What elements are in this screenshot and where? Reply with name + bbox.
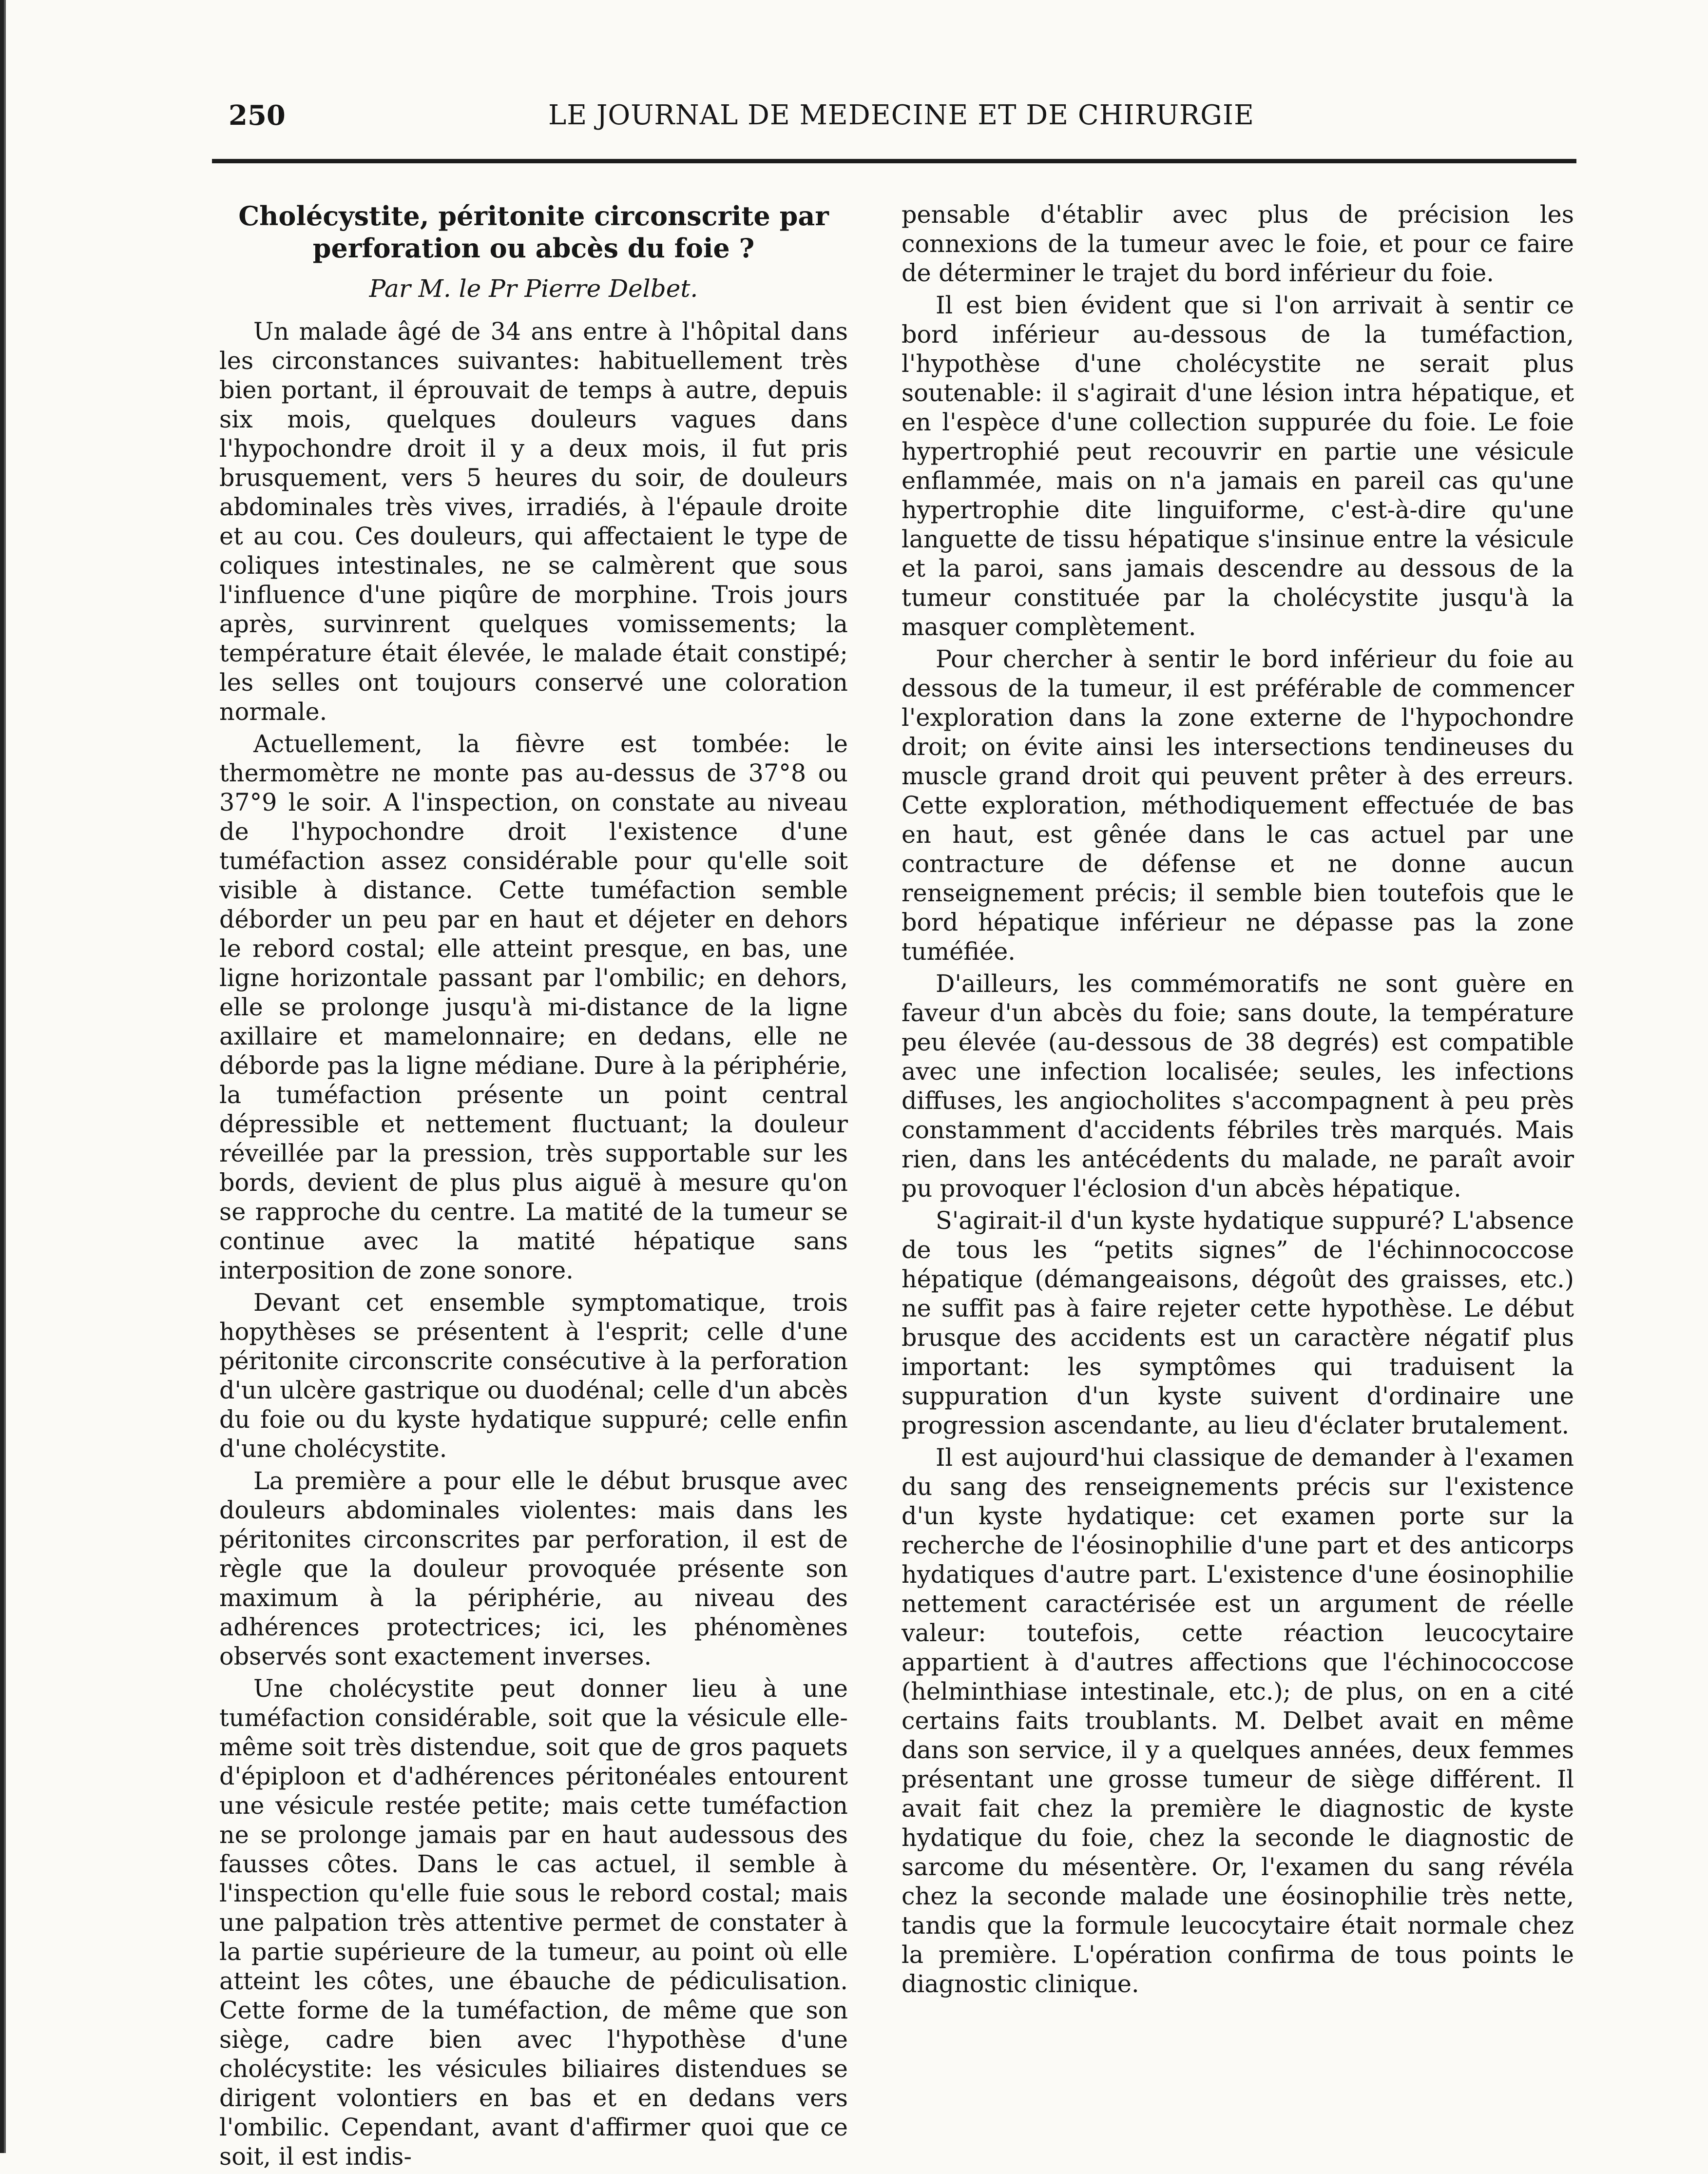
paragraph: Il est aujourd'hui classique de demander à l'examen du sang des renseignements précis sur l'existence d'un kyste hydatique: cet examen porte sur la recherche de l'éosinophilie d'une part et des anticorps hydatiques d'autre part. L'existence d'une éosinophilie nettement caractérisée est un argument de réelle valeur: toutefois, cette réaction leucocytaire appartient à d'autres affections que l'échinococcose (helminthiase intestinale, etc.); de plus, on en a cité certains faits troublants. M. Delbet avait en même dans son service, il y a quelques années, deux femmes présentant une grosse tumeur de siège différent. Il avait fait chez la première le diagnostic de kyste hydatique du foie, chez la seconde le diagnostic de sarcome du mésentère. Or, l'examen du sang révéla chez la seconde malade une éosinophilie très nette, tandis que la formule leucocytaire était normale chez la première. L'opération confirma de tous points le diagnostic clinique.: [902, 1443, 1574, 1998]
page-header: [212, 93, 1576, 141]
paragraph: D'ailleurs, les commémoratifs ne sont guère en faveur d'un abcès du foie; sans doute, la température peu élevée (au-dessous de 38 degrés) est compatible avec une infection localisée; seules, les infections diffuses, les angiocholites s'accompagnent à peu près constamment d'accidents fébriles très marqués. Mais rien, dans les antécédents du malade, ne paraît avoir pu provoquer l'éclosion d'un abcès hépatique.: [902, 970, 1574, 1203]
paragraph: Il est bien évident que si l'on arrivait à sentir ce bord inférieur au-dessous de la tuméfaction, l'hypothèse d'une cholécystite ne serait plus soutenable: il s'agirait d'une lésion intra hépatique, et en l'espèce d'une collection suppurée du foie. Le foie hypertrophié peut recouvrir en partie une vésicule enflammée, mais on n'a jamais en pareil cas qu'une hypertrophie dite linguiforme, c'est-à-dire qu'une languette de tissu hépatique s'insinue entre la vésicule et la paroi, sans jamais descendre au dessous de la tumeur constituée par la cholécystite jusqu'à la masquer complètement.: [902, 291, 1574, 641]
paragraph: Une cholécystite peut donner lieu à une tuméfaction considérable, soit que la vésicule elle-même soit très distendue, soit que de gros paquets d'épiploon et d'adhérences péritonéales entourent une vésicule restée petite; mais cette tuméfaction ne se prolonge jamais par en haut audessous des fausses côtes. Dans le cas actuel, il semble à l'inspection qu'elle fuie sous le rebord costal; mais une palpation très attentive permet de constater à la partie supérieure de la tumeur, au point où elle atteint les côtes, une ébauche de pédiculisation. Cette forme de la tuméfaction, de même que son siège, cadre bien avec l'hypothèse d'une cholécystite: les vésicules biliaires distendues se dirigent volontiers en bas et en dedans vers l'ombilic. Cependant, avant d'affirmer quoi que ce soit, il est indis-: [219, 1674, 848, 2171]
paragraph: pensable d'établir avec plus de précision les connexions de la tumeur avec le foie, et pour ce faire de déterminer le trajet du bord inférieur du foie.: [902, 200, 1574, 287]
article-author: Par M. le Pr Pierre Delbet.: [369, 274, 698, 303]
page-number: 250: [229, 99, 286, 132]
header-rule: [212, 159, 1576, 163]
left-column: [219, 195, 848, 2174]
scan-edge: [0, 0, 15, 2153]
running-title: LE JOURNAL DE MEDECINE ET DE CHIRURGIE: [548, 99, 1254, 131]
paragraph: La première a pour elle le début brusque avec douleurs abdominales violentes: mais dans les péritonites circonscrites par perforation, il est de règle que la douleur provoquée présente son maximum à la périphérie, au niveau des adhérences protectrices; ici, les phénomènes observés sont exactement inverses.: [219, 1467, 848, 1670]
paragraph: Devant cet ensemble symptomatique, trois hopythèses se présentent à l'esprit; celle d'une péritonite circonscrite consécutive à la perforation d'un ulcère gastrique ou duodénal; celle d'un abcès du foie ou du kyste hydatique suppuré; celle enfin d'une cholécystite.: [219, 1288, 848, 1463]
paragraph: S'agirait-il d'un kyste hydatique suppuré? L'absence de tous les “petits signes” de l'échinnococcose hépatique (démangeaisons, dégoût des graisses, etc.) ne suffit pas à faire rejeter cette hypothèse. Le début brusque des accidents est un caractère négatif plus important: les symptômes qui traduisent la suppuration d'un kyste suivent d'ordinaire une progression ascendante, au lieu d'éclater brutalement.: [902, 1206, 1574, 1439]
paragraph: Pour chercher à sentir le bord inférieur du foie au dessous de la tumeur, il est préférable de commencer l'exploration dans la zone externe de l'hypochondre droit; on évite ainsi les intersections tendineuses du muscle grand droit qui peuvent prêter à des erreurs. Cette exploration, méthodiquement effectuée de bas en haut, est gênée dans le cas actuel par une contracture de défense et ne donne aucun renseignement précis; il semble bien toutefois que le bord hépatique inférieur ne dépasse pas la zone tuméfiée.: [902, 645, 1574, 966]
right-column: [902, 200, 1574, 2001]
paragraph: Un malade âgé de 34 ans entre à l'hôpital dans les circonstances suivantes: habituellement très bien portant, il éprouvait de temps à autre, depuis six mois, quelques douleurs vagues dans l'hypochondre droit il y a deux mois, il fut pris brusquement, vers 5 heures du soir, de douleurs abdominales très vives, irradiés, à l'épaule droite et au cou. Ces douleurs, qui affectaient le type de coliques intestinales, ne se calmèrent que sous l'influence d'une piqûre de morphine. Trois jours après, survinrent quelques vomissements; la température était élevée, le malade était constipé; les selles ont toujours conservé une coloration normale.: [219, 317, 848, 726]
paragraph: Actuellement, la fièvre est tombée: le thermomètre ne monte pas au-dessus de 37°8 ou 37°9 le soir. A l'inspection, on constate au niveau de l'hypochondre droit l'existence d'une tuméfaction assez considérable pour qu'elle soit visible à distance. Cette tuméfaction semble déborder un peu par en haut et déjeter en dehors le rebord costal; elle atteint presque, en bas, une ligne horizontale passant par l'ombilic; en dehors, elle se prolonge jusqu'à mi-distance de la ligne axillaire et mamelonnaire; en dedans, elle ne déborde pas la ligne médiane. Dure à la périphérie, la tuméfaction présente un point central dépressible et nettement fluctuant; la douleur réveillée par la pression, très supportable sur les bords, devient de plus plus aiguë à mesure qu'on se rapproche du centre. La matité de la tumeur se continue avec la matité hépatique sans interposition de zone sonore.: [219, 730, 848, 1284]
article-title: Cholécystite, péritonite circonscrite par perforation ou abcès du foie ?: [238, 200, 829, 264]
